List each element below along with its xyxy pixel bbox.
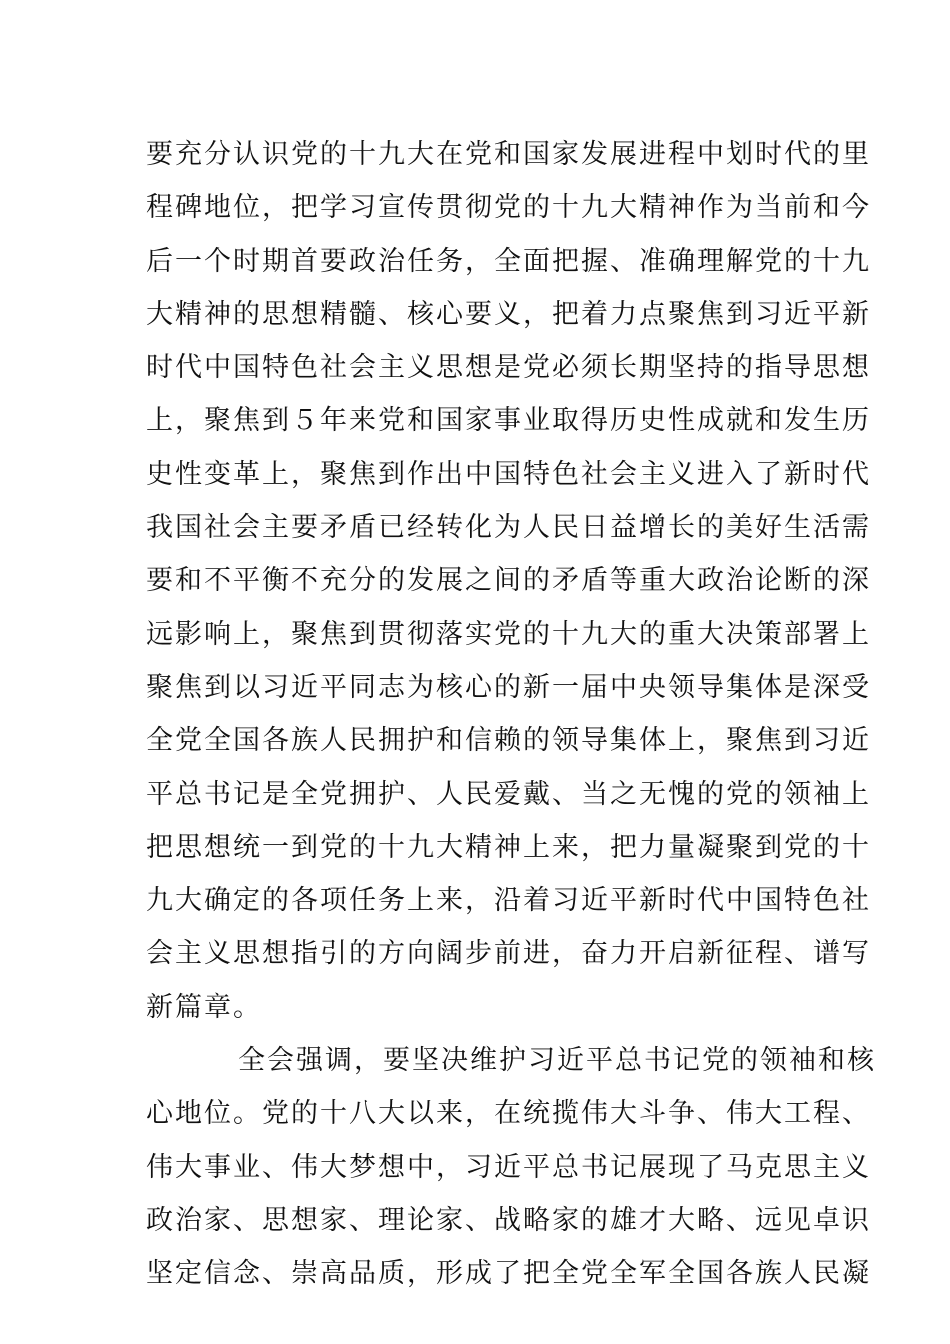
text-line: 政治家、思想家、理论家、战略家的雄才大略、远见卓识 (146, 1204, 871, 1236)
text-line: 时代中国特色社会主义思想是党必须长期坚持的指导思想 (146, 352, 871, 384)
text-line: 我国社会主要矛盾已经转化为人民日益增长的美好生活需 (146, 512, 871, 544)
text-line: 要充分认识党的十九大在党和国家发展进程中划时代的里 (146, 139, 871, 170)
text-line: 聚焦到以习近平同志为核心的新一届中央领导集体是深受 (146, 671, 871, 703)
text-line: 上，聚焦到５年来党和国家事业取得历史性成就和发生历 (146, 405, 871, 437)
text-line: 程碑地位，把学习宣传贯彻党的十九大精神作为当前和今 (146, 192, 871, 224)
text-line: 会主义思想指引的方向阔步前进，奋力开启新征程、谱写 (146, 938, 871, 970)
text-line: 后一个时期首要政治任务，全面把握、准确理解党的十九 (146, 245, 871, 277)
text-line: 把思想统一到党的十九大精神上来，把力量凝聚到党的十 (146, 831, 871, 863)
text-line: 九大确定的各项任务上来，沿着习近平新时代中国特色社 (146, 885, 871, 917)
text-line: 远影响上，聚焦到贯彻落实党的十九大的重大决策部署上 (146, 618, 871, 650)
text-line: 新篇章。 (146, 991, 262, 1023)
text-line: 心地位。党的十八大以来，在统揽伟大斗争、伟大工程、 (146, 1098, 871, 1130)
paragraph-start-line: 全会强调，要坚决维护习近平总书记党的领袖和核 (238, 1045, 876, 1077)
text-line: 全党全国各族人民拥护和信赖的领导集体上，聚焦到习近 (146, 725, 871, 757)
text-line: 史性变革上，聚焦到作出中国特色社会主义进入了新时代 (146, 458, 871, 490)
body-text (146, 128, 876, 1301)
text-line: 坚定信念、崇高品质，形成了把全党全军全国各族人民凝 (146, 1258, 871, 1290)
text-line: 大精神的思想精髓、核心要义，把着力点聚焦到习近平新 (146, 298, 871, 330)
text-line: 要和不平衡不充分的发展之间的矛盾等重大政治论断的深 (146, 565, 871, 597)
text-line: 平总书记是全党拥护、人民爱戴、当之无愧的党的领袖上 (146, 778, 871, 810)
text-line: 伟大事业、伟大梦想中，习近平总书记展现了马克思主义 (146, 1151, 871, 1183)
